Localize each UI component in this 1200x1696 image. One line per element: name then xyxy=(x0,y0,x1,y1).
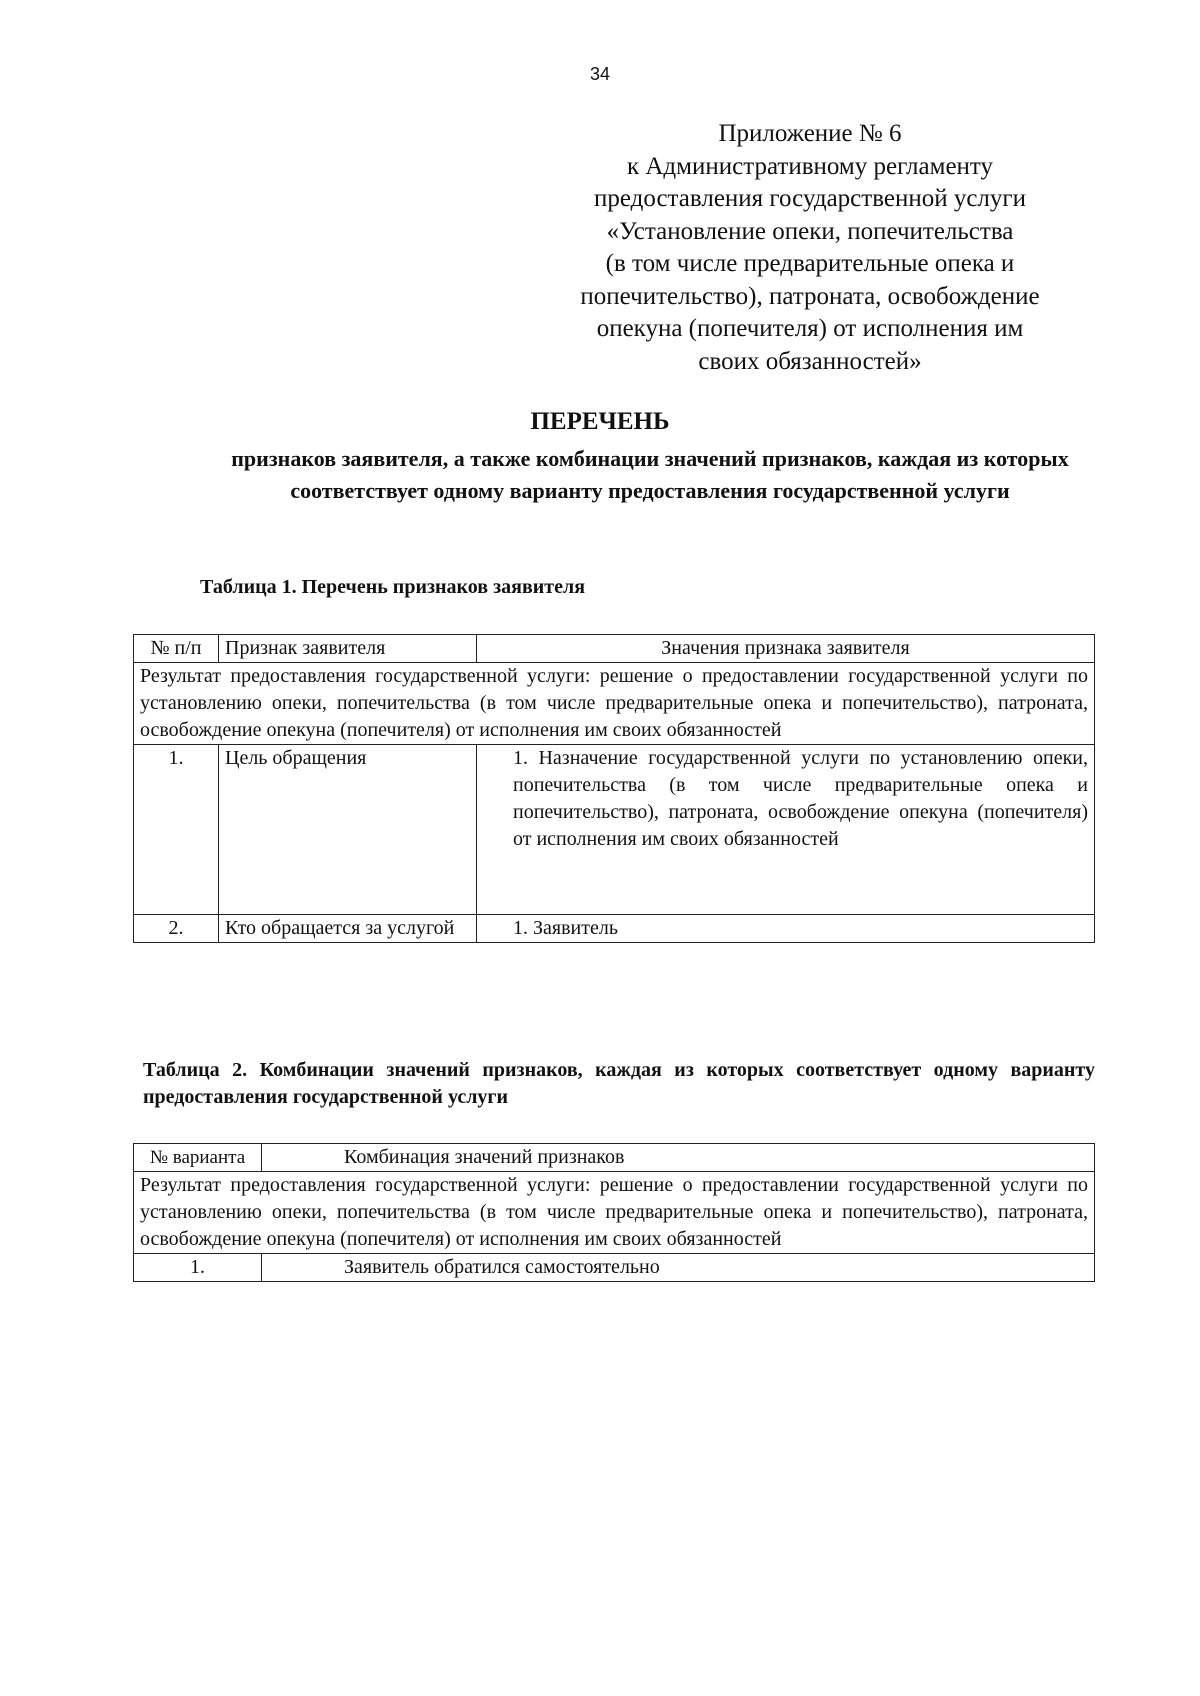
document-subtitle: признаков заявителя, а также комбинации значений признаков, каждая из которых соответствует одному варианту предоставления государственной услуги xyxy=(231,446,1069,503)
row-number: 1. xyxy=(134,1254,262,1282)
result-row xyxy=(134,663,1095,745)
header-values: Значения признака заявителя xyxy=(477,635,1095,663)
header-combination: Комбинация значений признаков xyxy=(262,1144,1095,1172)
table-feature-combinations xyxy=(133,1143,1095,1282)
table-row xyxy=(134,915,1095,943)
table-row xyxy=(134,745,1095,915)
table-header-row xyxy=(134,635,1095,663)
row-feature: Кто обращается за услугой xyxy=(219,915,477,943)
row-value: 1. Назначение государственной услуги по установлению опеки, попечительства (в том числе предварительные опека и попечительство), патроната, освобождение опекуна (попечителя) от исполнения им своих обязанностей xyxy=(477,745,1095,915)
appendix-line: попечительство), патроната, освобождение xyxy=(580,282,1040,310)
table2-caption: Таблица 2. Комбинации значений признаков, каждая из которых соответствует одному варианту предоставления государственной услуги xyxy=(143,1059,1095,1108)
header-feature: Признак заявителя xyxy=(219,635,477,663)
result-cell: Результат предоставления государственной услуги: решение о предоставлении государственной услуги по установлению опеки, попечительства (в том числе предварительные опека и попечительство), патроната, освобождение опекуна (попечителя) от исполнения им своих обязанностей xyxy=(134,1172,1095,1254)
appendix-line: Приложение № 6 xyxy=(718,120,902,147)
row-value: Заявитель обратился самостоятельно xyxy=(262,1254,1095,1282)
table-header-row xyxy=(134,1144,1095,1172)
document-title: ПЕРЕЧЕНЬ xyxy=(530,408,670,435)
page-number: 34 xyxy=(589,64,611,84)
appendix-line: к Административному регламенту xyxy=(626,152,994,180)
table-applicant-features xyxy=(133,634,1095,943)
appendix-line: (в том числе предварительные опека и xyxy=(605,250,1015,277)
result-row xyxy=(134,1172,1095,1254)
appendix-header xyxy=(520,118,1100,378)
table-row xyxy=(134,1254,1095,1282)
row-value: 1. Заявитель xyxy=(477,915,1095,943)
appendix-line: своих обязанностей» xyxy=(698,347,922,375)
appendix-line: опекуна (попечителя) от исполнения им xyxy=(596,315,1024,342)
row-number: 1. xyxy=(134,745,219,915)
header-variant-number: № варианта xyxy=(134,1144,262,1172)
row-feature: Цель обращения xyxy=(219,745,477,915)
header-number: № п/п xyxy=(134,635,219,663)
appendix-line: предоставления государственной услуги xyxy=(593,185,1027,212)
result-cell: Результат предоставления государственной услуги: решение о предоставлении государственной услуги по установлению опеки, попечительства (в том числе предварительные опека и попечительство), патроната, освобождение опекуна (попечителя) от исполнения им своих обязанностей xyxy=(134,663,1095,745)
appendix-line: «Установление опеки, попечительства xyxy=(606,217,1014,245)
row-number: 2. xyxy=(134,915,219,943)
table1-caption: Таблица 1. Перечень признаков заявителя xyxy=(200,576,586,598)
